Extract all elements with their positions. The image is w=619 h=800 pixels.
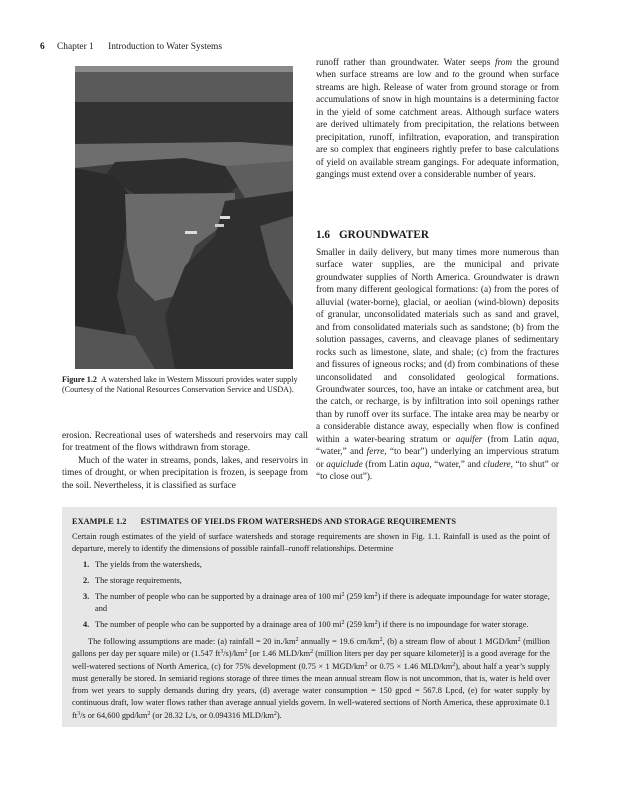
text-run: (million gallons per day per square mile) or (1.547 ft bbox=[72, 637, 550, 659]
term-cludere: cludere bbox=[483, 459, 511, 470]
text-run: , “water,” and bbox=[429, 459, 484, 470]
term-aqua: aqua bbox=[410, 459, 430, 470]
superscript: 2 bbox=[341, 591, 345, 598]
superscript: 2 bbox=[374, 619, 378, 626]
text-run: (from Latin bbox=[482, 434, 539, 445]
left-para-2: Much of the water in streams, ponds, lakes, and reservoirs in times of drought, or when precipitation is frozen, is seepage from the soil. Nevertheless, it is classified as surface bbox=[62, 455, 308, 491]
list-number: 1. bbox=[83, 560, 90, 569]
figure-caption bbox=[62, 375, 307, 396]
chapter-title: Introduction to Water Systems bbox=[108, 42, 222, 52]
superscript: 2 bbox=[517, 637, 521, 643]
example-intro: Certain rough estimates of the yield of surface watersheds and storage requirements are shown in Fig. 1.1. Rainfall is used as the point of departure, merely to identify the dimensions of possible rainfall–runoff relationships. Determine bbox=[72, 532, 550, 554]
left-column bbox=[62, 430, 308, 492]
figure-label: Figure 1.2 bbox=[62, 375, 97, 384]
text-run: , “to bear”) underlying an impervious stratum or bbox=[316, 447, 559, 470]
superscript: 3 bbox=[220, 649, 224, 656]
list-text: ) if there is no impoundage for water storage. bbox=[377, 619, 529, 629]
example-box bbox=[62, 507, 557, 727]
superscript: 2 bbox=[379, 637, 383, 643]
page-number: 6 bbox=[40, 42, 45, 52]
text-run: ). bbox=[276, 710, 282, 720]
text-run: (or 28.32 L/s, or 0.094316 MLD/km bbox=[150, 710, 274, 720]
list-text: (259 km bbox=[344, 591, 375, 601]
left-para-1: erosion. Recreational uses of watersheds and reservoirs may call for treatment of the flows withdrawn from storage. bbox=[62, 431, 308, 454]
example-assumptions bbox=[72, 636, 550, 722]
section-number: 1.6 bbox=[316, 229, 330, 241]
text-run: ), about half a year’s supply must generally be stored. In semiarid regions storage of three times the mean annual stream flow is not uncommon, that is, water is held over from wet years to supply demands during dry years, (d) average water consumption = 150 gpcd = 567.8 Lpcd, (e) for water supply by continuous draft, low water flows rather than average annual yields govern. In well-watered sections of North America, these approximate 0.1 ft bbox=[72, 661, 550, 720]
text-run: Smaller in daily delivery, but many times more numerous than surface water supplies, are the municipal and private groundwater supplies of North America. Groundwater is drawn from many different geological formations: (a) from the pores of alluvial (water-borne), glacial, or aeolian (wind-blown) deposits of granular, unconsolidated materials such as sand and gravel, and from consolidated materials such as sandstone; (b) from the solution passages, caverns, and cleavage planes of sedimentary rocks such as limestone, slate, and shale; (c) from the fractures and fissures of igneous rocks; and (d) from combinations of these unconsolidated and consolidated geological formations. Groundwater sources, too, have an intake or catchment area, but the catch, or recharge, is by infiltration into soil openings rather than by runoff over its surface. The intake area may be nearby or a considerable distance away, especially when flow is confined within a water-bearing stratum or bbox=[316, 248, 559, 445]
groundwater-body bbox=[316, 247, 559, 484]
list-text: The yields from the watersheds, bbox=[95, 560, 202, 569]
text-run: , (b) a stream flow of about 1 MGD/km bbox=[382, 637, 518, 646]
superscript: 2 bbox=[147, 710, 151, 717]
text-run: annually = 19.6 cm/km bbox=[298, 637, 380, 646]
emphasis-to: to bbox=[452, 70, 460, 81]
list-text: The storage requirements, bbox=[95, 575, 182, 585]
list-text: The number of people who can be supported by a drainage area of 100 mi bbox=[95, 619, 342, 629]
section-title: GROUNDWATER bbox=[338, 229, 429, 241]
superscript: 2 bbox=[244, 649, 248, 656]
section-heading bbox=[316, 229, 429, 241]
superscript: 3 bbox=[77, 710, 81, 717]
superscript: 2 bbox=[341, 619, 345, 626]
text-run: /s)/km bbox=[223, 649, 245, 659]
list-item bbox=[72, 619, 550, 631]
text-run: , “to shut” or “to close out”). bbox=[316, 459, 559, 483]
right-column-top bbox=[316, 57, 559, 182]
text-run: (from Latin bbox=[362, 459, 411, 470]
superscript: 2 bbox=[364, 661, 368, 668]
figure-caption-text: A watershed lake in Western Missouri provides water supply (Courtesy of the National Resources Conservation Service and USDA). bbox=[62, 375, 298, 395]
text-run: [or 1.46 MLD/km bbox=[247, 649, 311, 659]
text-run: /s or 64,600 gpd/km bbox=[80, 710, 148, 720]
list-item bbox=[72, 591, 550, 616]
watershed-lake-image bbox=[75, 66, 293, 369]
text-run: (million liters per day per square kilometer)] is a good average for the well-watered sections of North America, (c) for 75% development (0.75 × 1 MGD/km bbox=[72, 649, 550, 671]
superscript: 2 bbox=[452, 661, 456, 668]
list-number: 4. bbox=[83, 619, 90, 629]
text-run: the ground when surface streams are low and bbox=[316, 58, 559, 81]
list-item bbox=[72, 559, 550, 571]
emphasis-from: from bbox=[494, 58, 513, 68]
list-text: ) if there is adequate impoundage for water storage, and bbox=[95, 591, 550, 613]
superscript: 2 bbox=[273, 710, 277, 717]
right-para-1 bbox=[316, 57, 559, 182]
chapter-label: Chapter 1 bbox=[57, 42, 94, 52]
superscript: 2 bbox=[295, 637, 299, 643]
example-heading: ESTIMATES OF YIELDS FROM WATERSHEDS AND STORAGE REQUIREMENTS bbox=[140, 517, 456, 526]
list-item bbox=[72, 575, 550, 587]
figure-photo bbox=[75, 66, 293, 369]
running-head bbox=[40, 42, 222, 52]
text-run: the ground when surface streams are high. Release of water from ground storage or from accumulations of snow in high mountains is a determining factor in the yield of some catchment areas. Although surface waters are derived ultimately from precipitation, the relations between precipitation, runoff, infiltration, evaporation, and transpiration are so complex that engineers rightly prefer to base calculations of yield on available stream gangings. For adequate information, gangings must extend over a considerable number of years. bbox=[316, 70, 559, 181]
text-run: or 0.75 × 1.46 MLD/km bbox=[367, 661, 453, 671]
term-aquiclude: aquiclude bbox=[326, 459, 363, 470]
example-label: EXAMPLE 1.2 bbox=[72, 517, 127, 526]
list-text: The number of people who can be supported by a drainage area of 100 mi bbox=[95, 591, 342, 601]
term-aqua: aqua bbox=[538, 434, 557, 445]
text-run: runoff rather than groundwater. Water seeps bbox=[316, 58, 495, 68]
list-number: 2. bbox=[83, 575, 90, 585]
text-run: , “water,” and bbox=[316, 434, 559, 458]
example-title bbox=[72, 517, 456, 526]
list-number: 3. bbox=[83, 591, 90, 601]
term-ferre: ferre bbox=[366, 447, 385, 458]
groundwater-para bbox=[316, 247, 559, 484]
superscript: 2 bbox=[374, 591, 378, 598]
example-list bbox=[72, 559, 550, 635]
text-run: The following assumptions are made: (a) rainfall = 20 in./km bbox=[88, 637, 296, 646]
superscript: 2 bbox=[310, 649, 314, 656]
term-aquifer: aquifer bbox=[455, 434, 483, 445]
list-text: (259 km bbox=[344, 619, 375, 629]
